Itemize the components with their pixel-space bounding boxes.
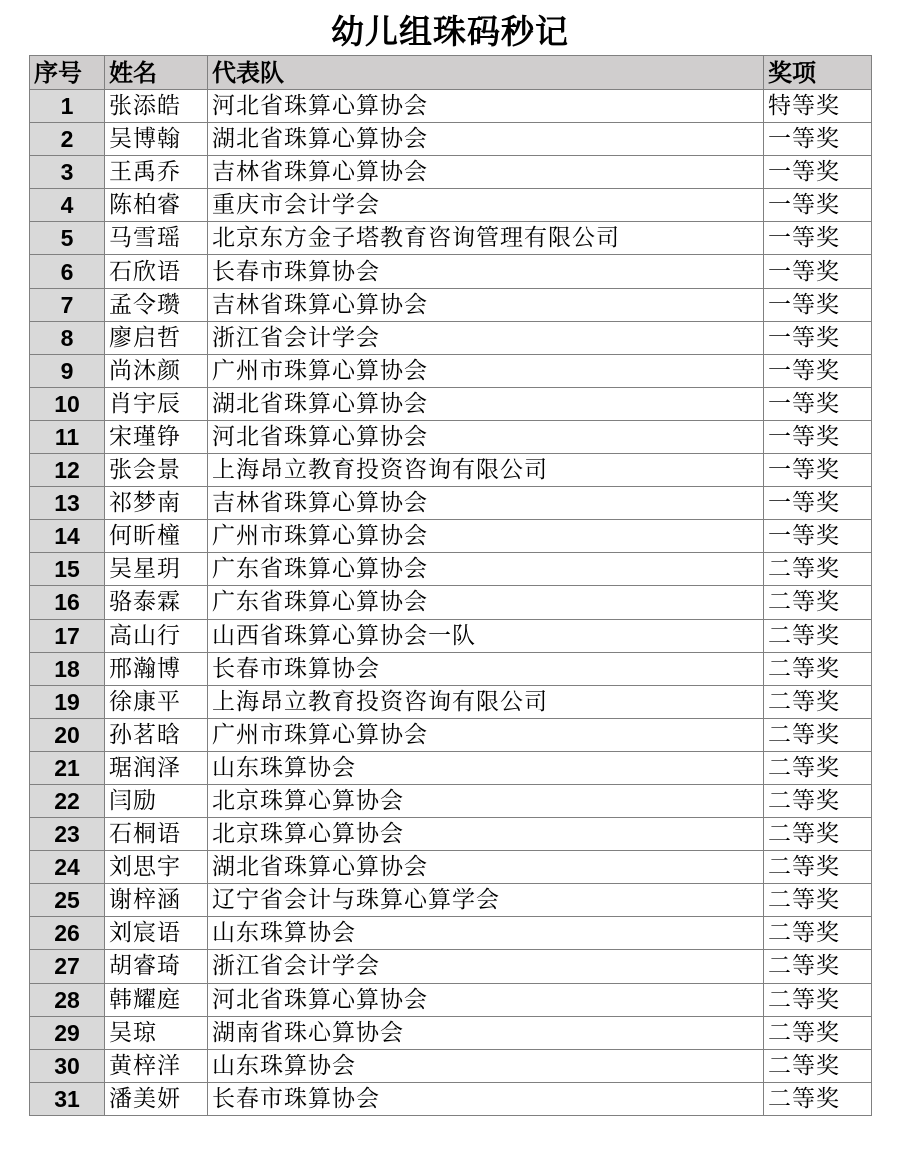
- row-award: 二等奖: [764, 619, 872, 652]
- row-name: 廖启哲: [105, 321, 208, 354]
- row-number: 3: [30, 156, 105, 189]
- table-row: [30, 751, 872, 784]
- table-row: [30, 553, 872, 586]
- header-name: 姓名: [105, 56, 208, 90]
- table-row: [30, 288, 872, 321]
- row-name: 韩耀庭: [105, 983, 208, 1016]
- row-number: 10: [30, 387, 105, 420]
- row-team: 广东省珠算心算协会: [208, 553, 764, 586]
- row-name: 潘美妍: [105, 1082, 208, 1115]
- row-number: 27: [30, 950, 105, 983]
- results-table: [29, 55, 872, 1116]
- row-name: 骆泰霖: [105, 586, 208, 619]
- row-team: 山东珠算协会: [208, 1049, 764, 1082]
- row-number: 14: [30, 520, 105, 553]
- row-number: 26: [30, 917, 105, 950]
- row-team: 河北省珠算心算协会: [208, 983, 764, 1016]
- header-award: 奖项: [764, 56, 872, 90]
- row-award: 二等奖: [764, 685, 872, 718]
- row-name: 黄梓洋: [105, 1049, 208, 1082]
- table-row: [30, 652, 872, 685]
- row-team: 浙江省会计学会: [208, 321, 764, 354]
- table-row: [30, 917, 872, 950]
- row-name: 徐康平: [105, 685, 208, 718]
- row-number: 30: [30, 1049, 105, 1082]
- header-row: [30, 56, 872, 90]
- row-award: 二等奖: [764, 652, 872, 685]
- table-row: [30, 718, 872, 751]
- table-row: [30, 1049, 872, 1082]
- row-team: 长春市珠算协会: [208, 1082, 764, 1115]
- row-number: 31: [30, 1082, 105, 1115]
- row-team: 广州市珠算心算协会: [208, 718, 764, 751]
- row-team: 吉林省珠算心算协会: [208, 288, 764, 321]
- row-team: 山西省珠算心算协会一队: [208, 619, 764, 652]
- table-row: [30, 884, 872, 917]
- table-row: [30, 454, 872, 487]
- row-award: 一等奖: [764, 156, 872, 189]
- row-award: 二等奖: [764, 1016, 872, 1049]
- table-row: [30, 851, 872, 884]
- row-award: 二等奖: [764, 851, 872, 884]
- row-team: 湖北省珠算心算协会: [208, 851, 764, 884]
- table-row: [30, 520, 872, 553]
- row-award: 一等奖: [764, 288, 872, 321]
- row-team: 长春市珠算协会: [208, 255, 764, 288]
- table-body: [30, 90, 872, 1116]
- row-name: 陈柏睿: [105, 189, 208, 222]
- row-award: 二等奖: [764, 884, 872, 917]
- row-team: 浙江省会计学会: [208, 950, 764, 983]
- row-number: 28: [30, 983, 105, 1016]
- page-title: 幼儿组珠码秒记: [331, 12, 569, 51]
- row-name: 谢梓涵: [105, 884, 208, 917]
- row-award: 一等奖: [764, 454, 872, 487]
- row-number: 12: [30, 454, 105, 487]
- row-name: 石欣语: [105, 255, 208, 288]
- row-team: 河北省珠算心算协会: [208, 90, 764, 123]
- row-number: 11: [30, 420, 105, 453]
- row-award: 二等奖: [764, 586, 872, 619]
- row-team: 长春市珠算协会: [208, 652, 764, 685]
- row-number: 23: [30, 818, 105, 851]
- table-row: [30, 619, 872, 652]
- row-award: 一等奖: [764, 420, 872, 453]
- row-award: 二等奖: [764, 983, 872, 1016]
- row-number: 5: [30, 222, 105, 255]
- row-number: 1: [30, 90, 105, 123]
- row-award: 一等奖: [764, 321, 872, 354]
- row-number: 2: [30, 123, 105, 156]
- header-team: 代表队: [208, 56, 764, 90]
- row-team: 辽宁省会计与珠算心算学会: [208, 884, 764, 917]
- row-award: 二等奖: [764, 718, 872, 751]
- row-award: 二等奖: [764, 917, 872, 950]
- row-team: 河北省珠算心算协会: [208, 420, 764, 453]
- row-name: 马雪瑶: [105, 222, 208, 255]
- row-name: 高山行: [105, 619, 208, 652]
- row-team: 湖南省珠心算协会: [208, 1016, 764, 1049]
- row-award: 一等奖: [764, 255, 872, 288]
- table-row: [30, 420, 872, 453]
- row-award: 一等奖: [764, 354, 872, 387]
- table-row: [30, 487, 872, 520]
- row-number: 25: [30, 884, 105, 917]
- row-award: 一等奖: [764, 189, 872, 222]
- row-name: 胡睿琦: [105, 950, 208, 983]
- row-team: 广州市珠算心算协会: [208, 520, 764, 553]
- row-number: 9: [30, 354, 105, 387]
- table-row: [30, 354, 872, 387]
- row-number: 15: [30, 553, 105, 586]
- row-award: 一等奖: [764, 487, 872, 520]
- row-name: 吴博翰: [105, 123, 208, 156]
- table-row: [30, 321, 872, 354]
- row-number: 24: [30, 851, 105, 884]
- row-award: 二等奖: [764, 1049, 872, 1082]
- row-number: 6: [30, 255, 105, 288]
- table-row: [30, 189, 872, 222]
- table-row: [30, 818, 872, 851]
- row-name: 王禹乔: [105, 156, 208, 189]
- row-award: 二等奖: [764, 751, 872, 784]
- row-team: 北京东方金子塔教育咨询管理有限公司: [208, 222, 764, 255]
- table-row: [30, 156, 872, 189]
- row-name: 孟令瓒: [105, 288, 208, 321]
- row-name: 石桐语: [105, 818, 208, 851]
- row-award: 一等奖: [764, 222, 872, 255]
- row-name: 尚沐颜: [105, 354, 208, 387]
- row-team: 上海昂立教育投资咨询有限公司: [208, 685, 764, 718]
- row-name: 闫励: [105, 784, 208, 817]
- table-row: [30, 1016, 872, 1049]
- row-team: 湖北省珠算心算协会: [208, 387, 764, 420]
- table-row: [30, 983, 872, 1016]
- row-team: 山东珠算协会: [208, 751, 764, 784]
- row-award: 一等奖: [764, 123, 872, 156]
- row-number: 18: [30, 652, 105, 685]
- row-number: 7: [30, 288, 105, 321]
- table-row: [30, 255, 872, 288]
- header-no: 序号: [30, 56, 105, 90]
- row-award: 一等奖: [764, 387, 872, 420]
- row-award: 一等奖: [764, 520, 872, 553]
- row-number: 20: [30, 718, 105, 751]
- row-team: 上海昂立教育投资咨询有限公司: [208, 454, 764, 487]
- row-number: 8: [30, 321, 105, 354]
- row-number: 13: [30, 487, 105, 520]
- row-name: 张添皓: [105, 90, 208, 123]
- row-name: 何昕橦: [105, 520, 208, 553]
- row-name: 祁梦南: [105, 487, 208, 520]
- row-name: 孙茗晗: [105, 718, 208, 751]
- row-team: 广东省珠算心算协会: [208, 586, 764, 619]
- row-award: 特等奖: [764, 90, 872, 123]
- row-team: 广州市珠算心算协会: [208, 354, 764, 387]
- row-name: 宋瑾铮: [105, 420, 208, 453]
- row-name: 刘思宇: [105, 851, 208, 884]
- row-name: 邢瀚博: [105, 652, 208, 685]
- row-number: 16: [30, 586, 105, 619]
- row-name: 肖宇辰: [105, 387, 208, 420]
- row-name: 吴琼: [105, 1016, 208, 1049]
- table-header: [30, 56, 872, 90]
- row-team: 吉林省珠算心算协会: [208, 487, 764, 520]
- row-award: 二等奖: [764, 950, 872, 983]
- row-award: 二等奖: [764, 553, 872, 586]
- row-name: 张会景: [105, 454, 208, 487]
- row-number: 17: [30, 619, 105, 652]
- row-team: 北京珠算心算协会: [208, 818, 764, 851]
- row-team: 山东珠算协会: [208, 917, 764, 950]
- table-row: [30, 685, 872, 718]
- row-award: 二等奖: [764, 818, 872, 851]
- row-team: 湖北省珠算心算协会: [208, 123, 764, 156]
- row-name: 刘宸语: [105, 917, 208, 950]
- row-team: 吉林省珠算心算协会: [208, 156, 764, 189]
- row-award: 二等奖: [764, 1082, 872, 1115]
- table-row: [30, 123, 872, 156]
- row-number: 4: [30, 189, 105, 222]
- table-row: [30, 784, 872, 817]
- table-row: [30, 950, 872, 983]
- row-team: 重庆市会计学会: [208, 189, 764, 222]
- row-number: 19: [30, 685, 105, 718]
- table-row: [30, 90, 872, 123]
- table-row: [30, 1082, 872, 1115]
- row-name: 琚润泽: [105, 751, 208, 784]
- row-award: 二等奖: [764, 784, 872, 817]
- row-name: 吴星玥: [105, 553, 208, 586]
- table-row: [30, 222, 872, 255]
- row-team: 北京珠算心算协会: [208, 784, 764, 817]
- table-row: [30, 387, 872, 420]
- table-row: [30, 586, 872, 619]
- row-number: 21: [30, 751, 105, 784]
- row-number: 29: [30, 1016, 105, 1049]
- row-number: 22: [30, 784, 105, 817]
